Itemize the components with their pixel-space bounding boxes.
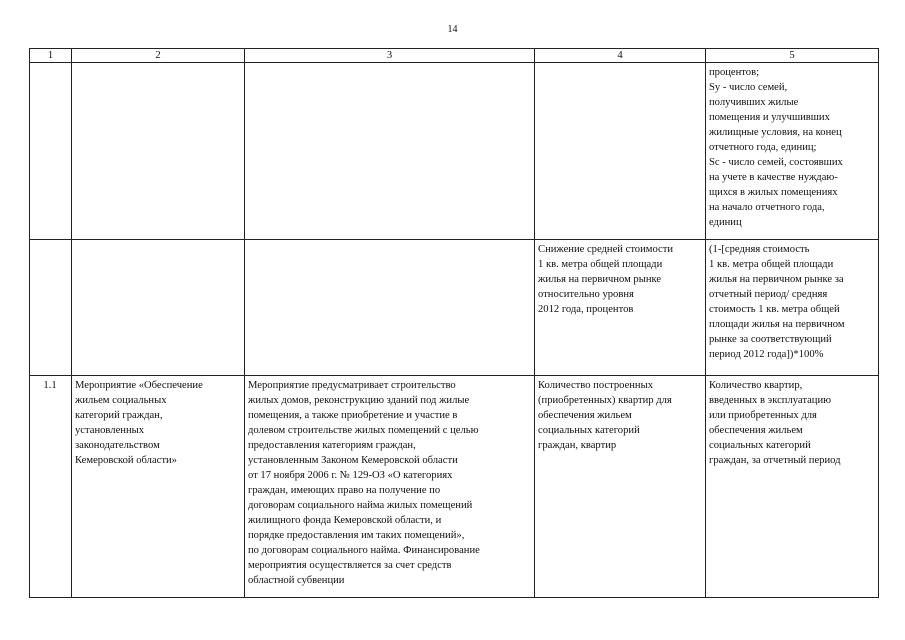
event-description-cell: [245, 376, 535, 598]
event-description: Мероприятие предусматривает строительство жилых домов, реконструкцию зданий под жилые помещения, а также приобретение и участие в долевом строительстве жилых помещений с целью предоставления категориям граждан, установленным Законом Кемеровской области от 17 ноября 2006 г. № 129-ОЗ «О категориях граждан, имеющих право на получение по договорам социального найма жилых помещений жилищного фонда Кемеровской области, и порядке предоставления им таких помещений», по договорам социального найма. Финансирование мероприятия осуществляется за счет средств областной субвенции: [248, 380, 480, 586]
event-name: Мероприятие «Обеспечение жильем социальных категорий граждан, установленных законодательством Кемеровской области»: [75, 380, 203, 466]
event-description-cell: [245, 240, 535, 376]
event-name-cell: [72, 376, 245, 598]
column-number-2: 2: [72, 49, 245, 63]
indicator-name-cell: [535, 376, 706, 598]
row-number-cell: [30, 63, 72, 240]
calculation-method-cell: [706, 240, 879, 376]
calculation-method: (1-[средняя стоимость 1 кв. метра общей площади жилья на первичном рынке за отчетный период/ средняя стоимость 1 кв. метра общей площади жилья на первичном рынке за соответствующий период 2012 года])*100%: [709, 244, 845, 360]
calculation-method-cell: [706, 63, 879, 240]
column-number-1: 1: [30, 49, 72, 63]
event-name-cell: [72, 240, 245, 376]
page-number: 14: [447, 24, 458, 35]
table-row: [30, 240, 879, 376]
document-table: [29, 48, 879, 598]
row-number-cell: [30, 376, 72, 598]
indicator-name-cell: [535, 63, 706, 240]
indicator-name: Количество построенных (приобретенных) квартир для обеспечения жильем социальных категорий граждан, квартир: [538, 380, 672, 451]
column-number-3: 3: [245, 49, 535, 63]
row-number-cell: [30, 240, 72, 376]
event-description-cell: [245, 63, 535, 240]
table-row: [30, 63, 879, 240]
calculation-method: процентов; Sy - число семей, получивших жилые помещения и улучшивших жилищные условия, на конец отчетного года, единиц; Sc - число семей, состоявших на учете в качестве нуждаю- щихся в жилых помещениях на начало отчетного года, единиц: [709, 67, 843, 228]
column-number-5: 5: [706, 49, 879, 63]
table-row: [30, 376, 879, 598]
calculation-method-cell: [706, 376, 879, 598]
calculation-method: Количество квартир, введенных в эксплуатацию или приобретенных для обеспечения жильем социальных категорий граждан, за отчетный период: [709, 380, 841, 466]
row-number: 1.1: [43, 380, 57, 391]
event-name-cell: [72, 63, 245, 240]
indicator-name-cell: [535, 240, 706, 376]
table-header-row: [30, 49, 879, 63]
indicator-name: Снижение средней стоимости 1 кв. метра общей площади жилья на первичном рынке относительно уровня 2012 года, процентов: [538, 244, 674, 315]
column-number-4: 4: [535, 49, 706, 63]
